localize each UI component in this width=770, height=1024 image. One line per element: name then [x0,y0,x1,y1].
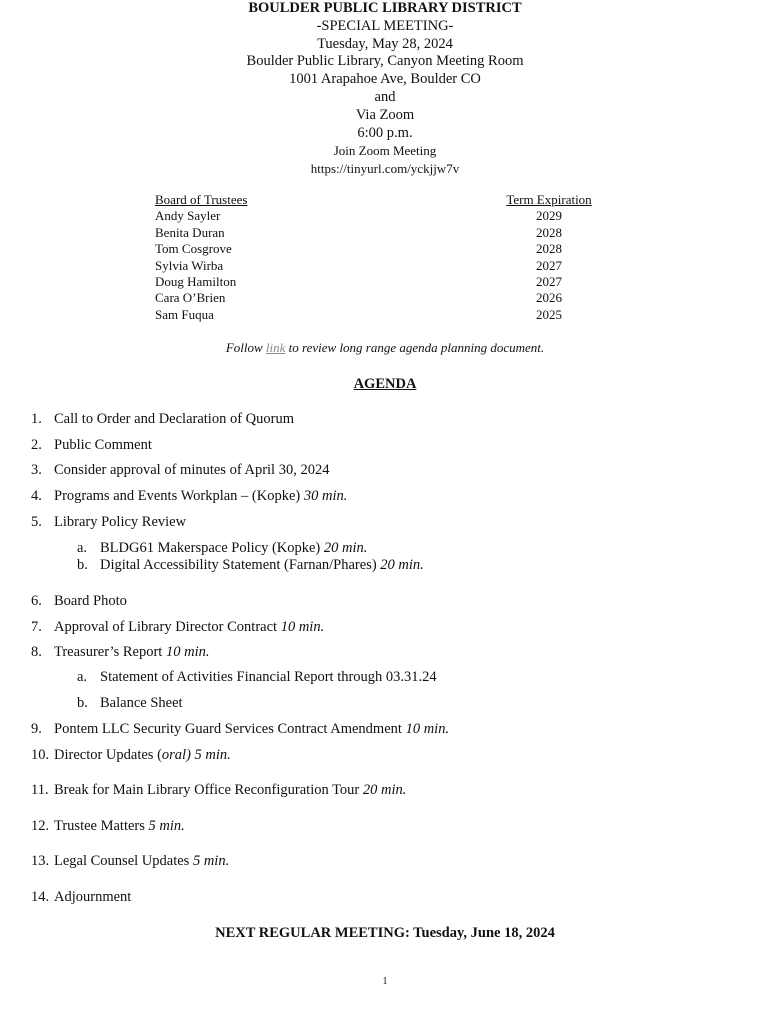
item-number: 7. [31,619,42,635]
item-text: Call to Order and Declaration of Quorum [54,411,294,427]
item-text: Consider approval of minutes of April 30, 2024 [54,462,330,478]
board-header-row [155,192,595,208]
item-text: Legal Counsel Updates [54,853,193,869]
trustee-name: Sylvia Wirba [155,257,224,273]
page-number: 1 [382,976,388,987]
subitem-letter: a. [77,540,88,556]
item-number: 6. [31,593,42,609]
item-duration: 5 min. [192,853,230,869]
agenda-item [31,853,229,870]
agenda-item [31,782,406,799]
trustee-name: Benita Duran [155,224,225,240]
agenda-subitem [77,540,367,557]
trustee-term: 2027 [536,257,562,273]
item-number: 1. [31,411,42,427]
follow-text-after: to review long range agenda planning document. [285,340,545,355]
agenda-item [31,889,131,906]
item-text: Treasurer’s Report [54,644,166,660]
subitem-text: Balance Sheet [100,695,183,711]
item-text: Break for Main Library Office Reconfiguration Tour [54,782,363,798]
trustee-name: Cara O’Brien [155,290,226,306]
subitem-text: Digital Accessibility Statement (Farnan/Phares) [100,557,381,573]
item-text: Public Comment [54,437,152,453]
district-title: BOULDER PUBLIC LIBRARY DISTRICT [248,0,522,16]
trustee-term: 2028 [536,241,562,257]
zoom-url: https://tinyurl.com/yckjjw7v [310,161,460,177]
subitem-text: BLDG61 Makerspace Policy (Kopke) [100,540,324,556]
trustee-row [155,241,595,257]
trustee-term: 2026 [536,290,562,306]
item-text: Pontem LLC Security Guard Services Contract Amendment [54,721,406,737]
follow-note [0,340,770,356]
agenda-subitem [77,669,437,686]
trustee-name: Sam Fuqua [155,306,214,322]
term-column-header: Term Expiration [506,192,592,207]
planning-document-link[interactable]: link [265,340,286,355]
and-text: and [374,88,396,105]
agenda-item [31,411,294,428]
subitem-duration: 20 min. [380,557,424,573]
meeting-date: Tuesday, May 28, 2024 [317,35,453,52]
agenda-item [31,488,347,505]
trustee-term: 2025 [536,306,562,322]
follow-text-before: Follow [225,340,266,355]
item-number: 5. [31,514,42,530]
next-regular-meeting: NEXT REGULAR MEETING: Tuesday, June 18, 2024 [215,925,555,941]
document-header [0,0,770,178]
item-number: 3. [31,462,42,478]
agenda-item [31,593,127,610]
item-number: 9. [31,721,42,737]
item-duration: 20 min. [362,782,407,798]
subitem-letter: b. [77,695,88,711]
via-zoom: Via Zoom [355,106,415,123]
agenda-heading: AGENDA [353,376,417,392]
agenda-item [31,721,449,738]
trustee-term: 2029 [536,208,562,224]
item-number: 12. [31,818,50,834]
item-number: 11. [31,782,49,798]
agenda-item [31,437,152,454]
item-duration: 5 min. [148,818,185,834]
trustee-row [155,290,595,306]
subitem-letter: a. [77,669,88,685]
item-text: Trustee Matters [54,818,149,834]
item-text: Approval of Library Director Contract [54,619,281,635]
meeting-time: 6:00 p.m. [357,124,413,141]
meeting-address: 1001 Arapahoe Ave, Boulder CO [289,71,481,88]
trustee-row [155,208,595,224]
agenda-subitem [77,695,183,712]
meeting-type: -SPECIAL MEETING- [316,17,454,34]
item-number: 13. [31,853,50,869]
trustee-row [155,274,595,290]
agenda-item [31,619,324,636]
join-zoom-label: Join Zoom Meeting [333,143,437,159]
item-text: Board Photo [54,593,127,609]
subitem-duration: 20 min. [323,540,368,556]
subitem-text: Statement of Activities Financial Report through 03.31.24 [100,669,437,685]
agenda-item [31,462,329,479]
trustee-name: Tom Cosgrove [155,241,232,257]
agenda-item [31,747,231,764]
item-text: Adjournment [54,889,132,905]
trustee-term: 2027 [536,274,562,290]
trustee-row [155,225,595,241]
item-duration: 10 min. [405,721,450,737]
item-number: 2. [31,437,42,453]
item-number: 8. [31,644,42,660]
item-number: 10. [31,747,50,763]
item-duration: oral) 5 min. [161,747,231,763]
agenda-subitem [77,557,424,574]
item-number: 4. [31,488,42,504]
item-duration: 10 min. [280,619,325,635]
trustee-row [155,307,595,323]
agenda-item [31,644,209,661]
trustee-name: Andy Sayler [155,208,221,224]
item-text: Library Policy Review [54,514,187,530]
item-duration: 30 min. [303,488,348,504]
item-text: Programs and Events Workplan – (Kopke) [54,488,304,504]
item-duration: 10 min. [165,644,210,660]
trustees-column-header: Board of Trustees [155,192,248,207]
trustee-term: 2028 [536,224,562,240]
item-text: Director Updates ( [54,747,162,763]
agenda-item [31,818,185,835]
agenda-item [31,514,186,531]
meeting-location: Boulder Public Library, Canyon Meeting Room [246,53,524,70]
board-of-trustees-table [155,192,595,323]
subitem-letter: b. [77,557,88,573]
trustee-row [155,258,595,274]
trustee-name: Doug Hamilton [155,274,237,290]
item-number: 14. [31,889,50,905]
